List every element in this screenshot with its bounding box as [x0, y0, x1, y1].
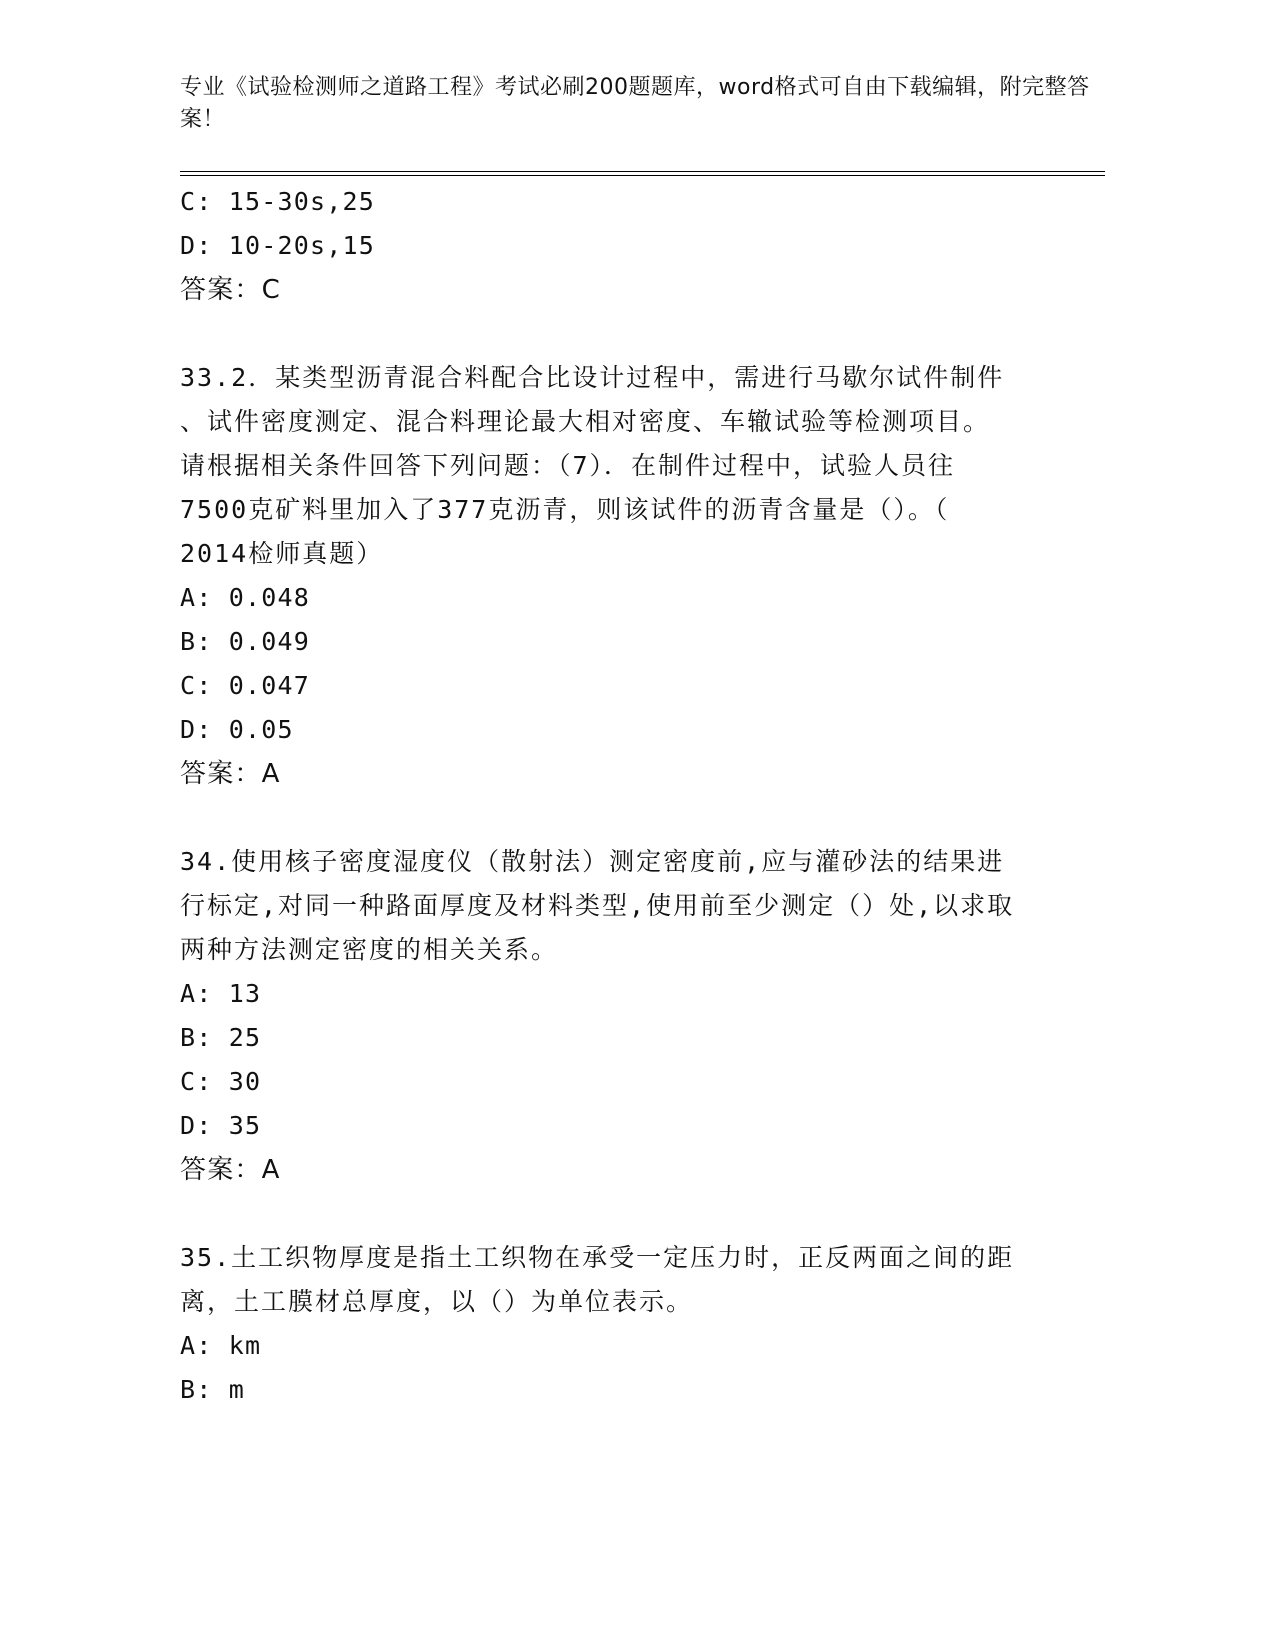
spacer — [180, 1192, 1050, 1236]
option-b: B: 25 — [180, 1023, 262, 1052]
option-c: C: 0.047 — [180, 671, 311, 700]
spacer — [180, 312, 1050, 356]
option-a: A: km — [180, 1331, 262, 1360]
question-text-line: 2014检师真题） — [180, 539, 384, 568]
question-text-line: 两种方法测定密度的相关关系。 — [180, 935, 559, 964]
header-divider-bottom — [180, 175, 1105, 176]
option-c: C: 15-30s,25 — [180, 187, 376, 216]
question-34 — [180, 840, 1050, 1192]
option-b: B: 0.049 — [180, 627, 311, 656]
question-list — [180, 180, 1050, 1412]
question-text-line: 离，土工膜材总厚度，以（）为单位表示。 — [180, 1287, 694, 1316]
question-text-line: 7500克矿料里加入了377克沥青，则该试件的沥青含量是（）。（ — [180, 495, 950, 524]
question-text-line: 35.土工织物厚度是指土工织物在承受一定压力时，正反两面之间的距 — [180, 1243, 1015, 1272]
spacer — [180, 796, 1050, 840]
question-32-tail — [180, 180, 1050, 312]
option-a: A: 0.048 — [180, 583, 311, 612]
option-d: D: 35 — [180, 1111, 262, 1140]
option-c: C: 30 — [180, 1067, 262, 1096]
question-text-line: 34.使用核子密度湿度仪（散射法）测定密度前,应与灌砂法的结果进 — [180, 847, 1005, 876]
question-text-line: 33.2．某类型沥青混合料配合比设计过程中，需进行马歇尔试件制件 — [180, 363, 1005, 392]
option-d: D: 0.05 — [180, 715, 294, 744]
question-text-line: 请根据相关条件回答下列问题：（7）．在制件过程中，试验人员往 — [180, 451, 956, 480]
option-a: A: 13 — [180, 979, 262, 1008]
question-text-line: 、试件密度测定、混合料理论最大相对密度、车辙试验等检测项目。 — [180, 407, 991, 436]
question-33 — [180, 356, 1050, 796]
answer-line: 答案：A — [180, 759, 281, 789]
option-b: B: m — [180, 1375, 246, 1404]
question-35 — [180, 1236, 1050, 1412]
answer-line: 答案：A — [180, 1155, 281, 1185]
option-d: D: 10-20s,15 — [180, 231, 376, 260]
header-divider-top — [180, 171, 1105, 172]
header-text: 专业《试验检测师之道路工程》考试必刷200题题库，word格式可自由下载编辑，附完整答案！ — [180, 75, 1090, 132]
answer-line: 答案：C — [180, 275, 281, 305]
document-header — [180, 72, 1100, 136]
question-text-line: 行标定,对同一种路面厚度及材料类型,使用前至少测定（）处,以求取 — [180, 891, 1015, 920]
